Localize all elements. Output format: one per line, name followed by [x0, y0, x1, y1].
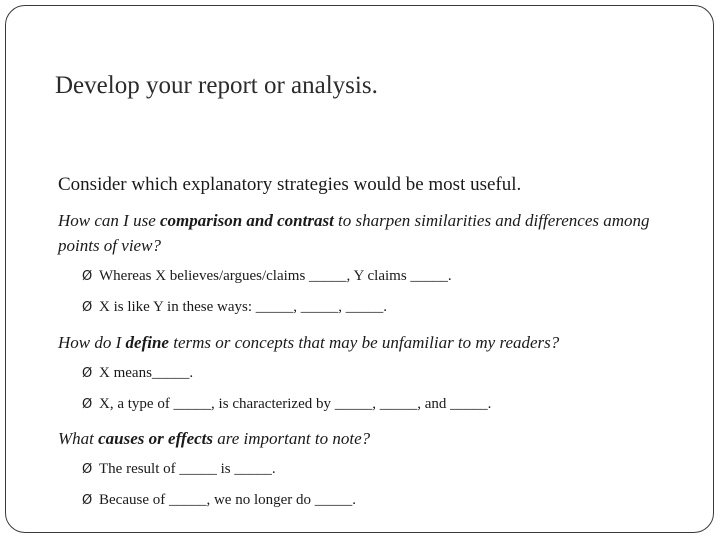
question-comparison: How can I use comparison and contrast to sharpen similarities and differences among points of view? — [58, 211, 650, 255]
arrow-bullet-icon: Ø — [82, 366, 93, 381]
list-item: Ø X is like Y in these ways: _____, _____, _____. — [82, 299, 388, 315]
arrow-bullet-icon: Ø — [82, 300, 93, 315]
question-keyword: causes or effects — [98, 429, 214, 448]
arrow-bullet-icon: Ø — [82, 269, 93, 284]
list-item: Ø The result of _____ is _____. — [82, 461, 276, 477]
arrow-bullet-icon: Ø — [82, 462, 93, 477]
question-keyword: define — [125, 333, 169, 352]
list-item: Ø X means_____. — [82, 365, 194, 381]
list-item: Ø Whereas X believes/argues/claims _____, Y claims _____. — [82, 268, 452, 284]
list-item: Ø Because of _____, we no longer do _____. — [82, 492, 357, 508]
arrow-bullet-icon: Ø — [82, 397, 93, 412]
arrow-bullet-icon: Ø — [82, 493, 93, 508]
lead-statement: Consider which explanatory strategies would be most useful. — [58, 174, 522, 195]
question-define: How do I define terms or concepts that may be unfamiliar to my readers? — [58, 333, 560, 352]
slide-title: Develop your report or analysis. — [55, 72, 378, 99]
list-item: Ø X, a type of _____, is characterized by _____, _____, and _____. — [82, 396, 492, 412]
question-causes-effects: What causes or effects are important to note? — [58, 429, 371, 448]
question-keyword: comparison and contrast — [159, 211, 334, 230]
